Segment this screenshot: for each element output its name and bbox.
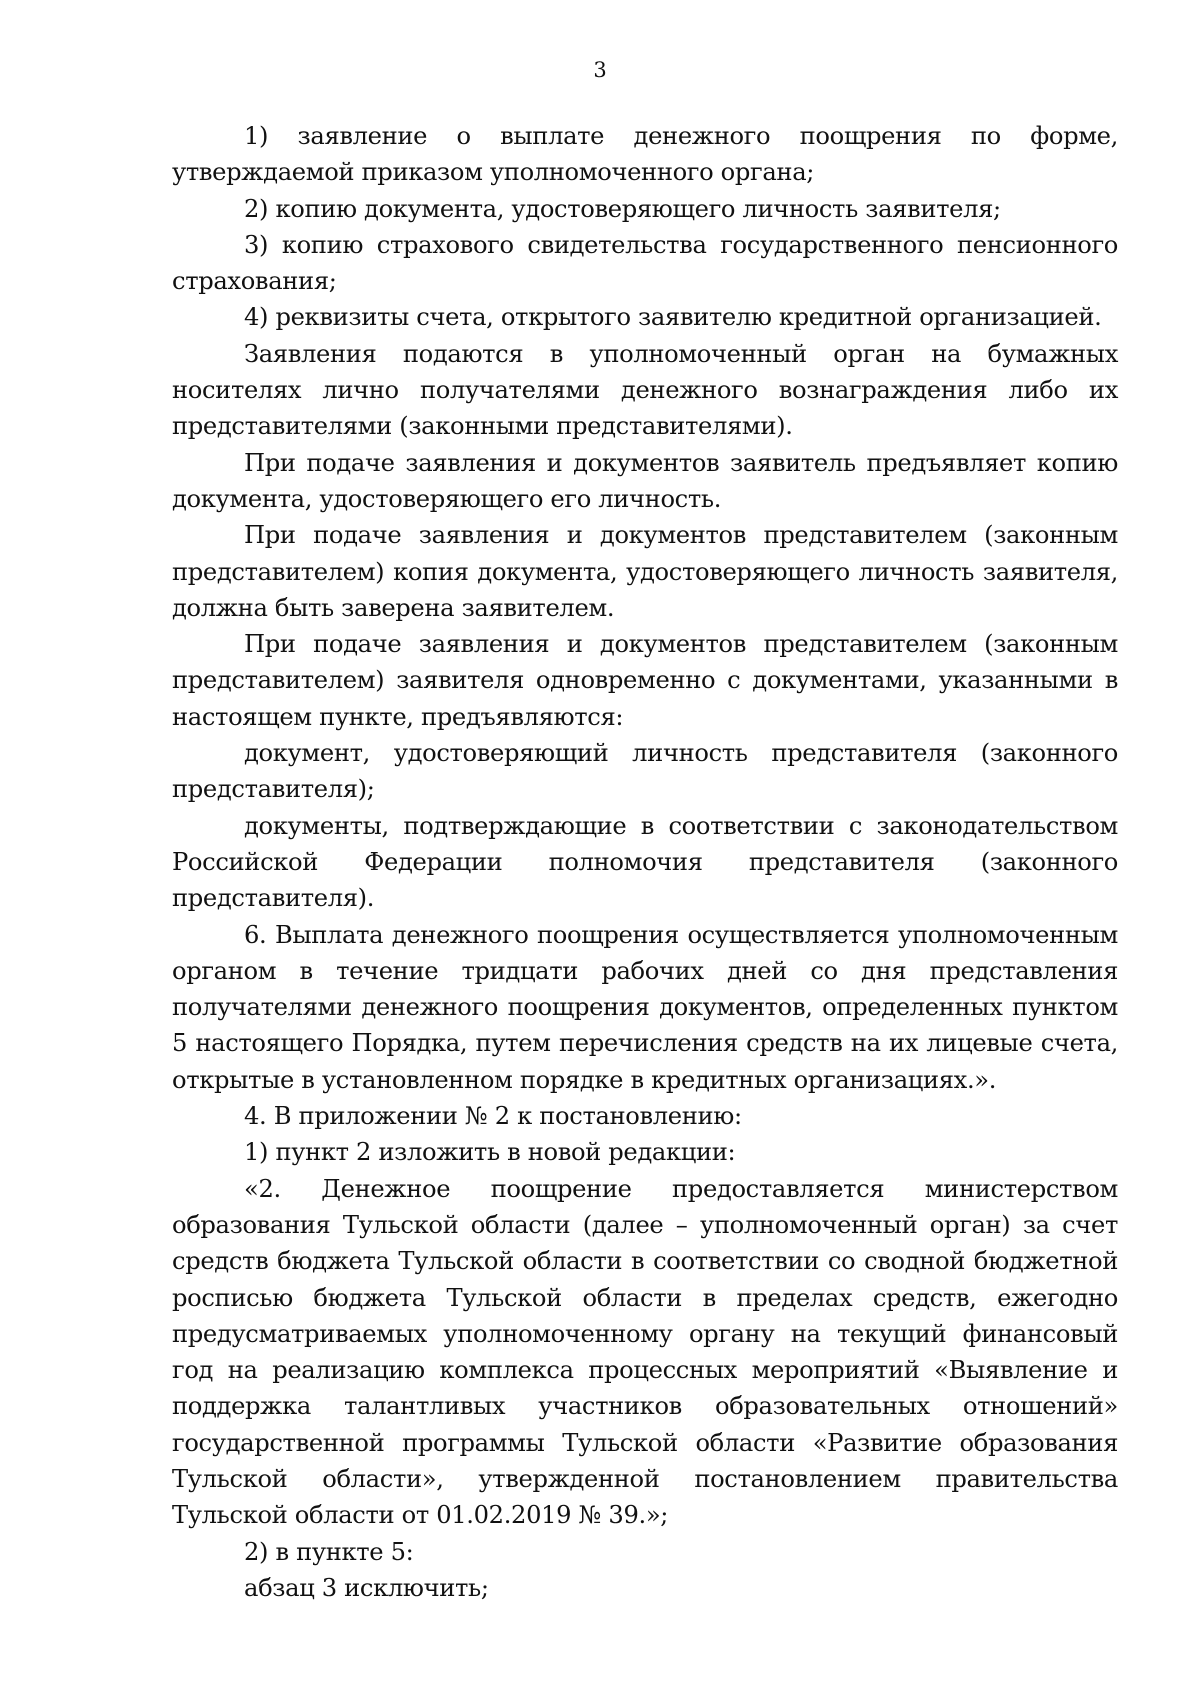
page-number: 3 — [593, 58, 607, 82]
paragraph-representative-presents: При подаче заявления и документов представителем (законным представителем) заявителя одновременно с документами, указанными в настоящем пункте, предъявляются: — [172, 630, 1118, 731]
paragraph-item-1-new-edition: 1) пункт 2 изложить в новой редакции: — [244, 1138, 736, 1167]
paragraph-item-2-id-copy: 2) копию документа, удостоверяющего личность заявителя; — [244, 194, 1001, 223]
paragraph-representative-copy-certified: При подаче заявления и документов представителем (законным представителем) копия документа, удостоверяющего личность заявителя, должна быть заверена заявителем. — [172, 521, 1118, 622]
paragraph-item-1-application: 1) заявление о выплате денежного поощрения по форме, утверждаемой приказом уполномоченного органа; — [172, 122, 1118, 187]
paragraph-representative-id: документ, удостоверяющий личность представителя (законного представителя); — [172, 739, 1118, 804]
paragraph-applications-submission: Заявления подаются в уполномоченный орган на бумажных носителях лично получателями денежного вознаграждения либо их представителями (законными представителями). — [172, 339, 1118, 441]
paragraph-item-4-bank-details: 4) реквизиты счета, открытого заявителю кредитной организацией. — [244, 303, 1102, 332]
paragraph-clause-4-appendix-2: 4. В приложении № 2 к постановлению: — [244, 1102, 742, 1131]
paragraph-item-2-clause-5: 2) в пункте 5: — [244, 1537, 414, 1566]
paragraph-authority-documents: документы, подтверждающие в соответствии с законодательством Российской Федерации полномочия представителя (законного представителя). — [172, 811, 1118, 913]
paragraph-clause-2-new-text: «2. Денежное поощрение предоставляется министерством образования Тульской области (далее – уполномоченный орган) за счет средств бюджета Тульской области в соответствии со сводной бюджетной росписью бюджета Тульской области в пределах средств, ежегодно предусматриваемых уполномоченному органу на текущий финансовый год на реализацию комплекса процессных мероприятий «Выявление и поддержка талантливых участников образовательных отношений» государственной программы Тульской области «Развитие образования Тульской области», утвержденной постановлением правительства Тульской области от 01.02.2019 № 39.»; — [172, 1174, 1118, 1530]
paragraph-item-3-insurance-copy: 3) копию страхового свидетельства государственного пенсионного страхования; — [172, 230, 1118, 296]
paragraph-clause-6-payment: 6. Выплата денежного поощрения осуществляется уполномоченным органом в течение тридцати рабочих дней со дня представления получателями денежного поощрения документов, определенных пунктом 5 настоящего Порядка, путем перечисления средств на их лицевые счета, открытые в установленном порядке в кредитных организациях.». — [172, 920, 1118, 1094]
paragraph-applicant-presents-id: При подаче заявления и документов заявитель предъявляет копию документа, удостоверяющего его личность. — [172, 448, 1118, 513]
document-body — [172, 118, 1118, 1606]
paragraph-subparagraph-3-exclude: абзац 3 исключить; — [244, 1573, 489, 1602]
